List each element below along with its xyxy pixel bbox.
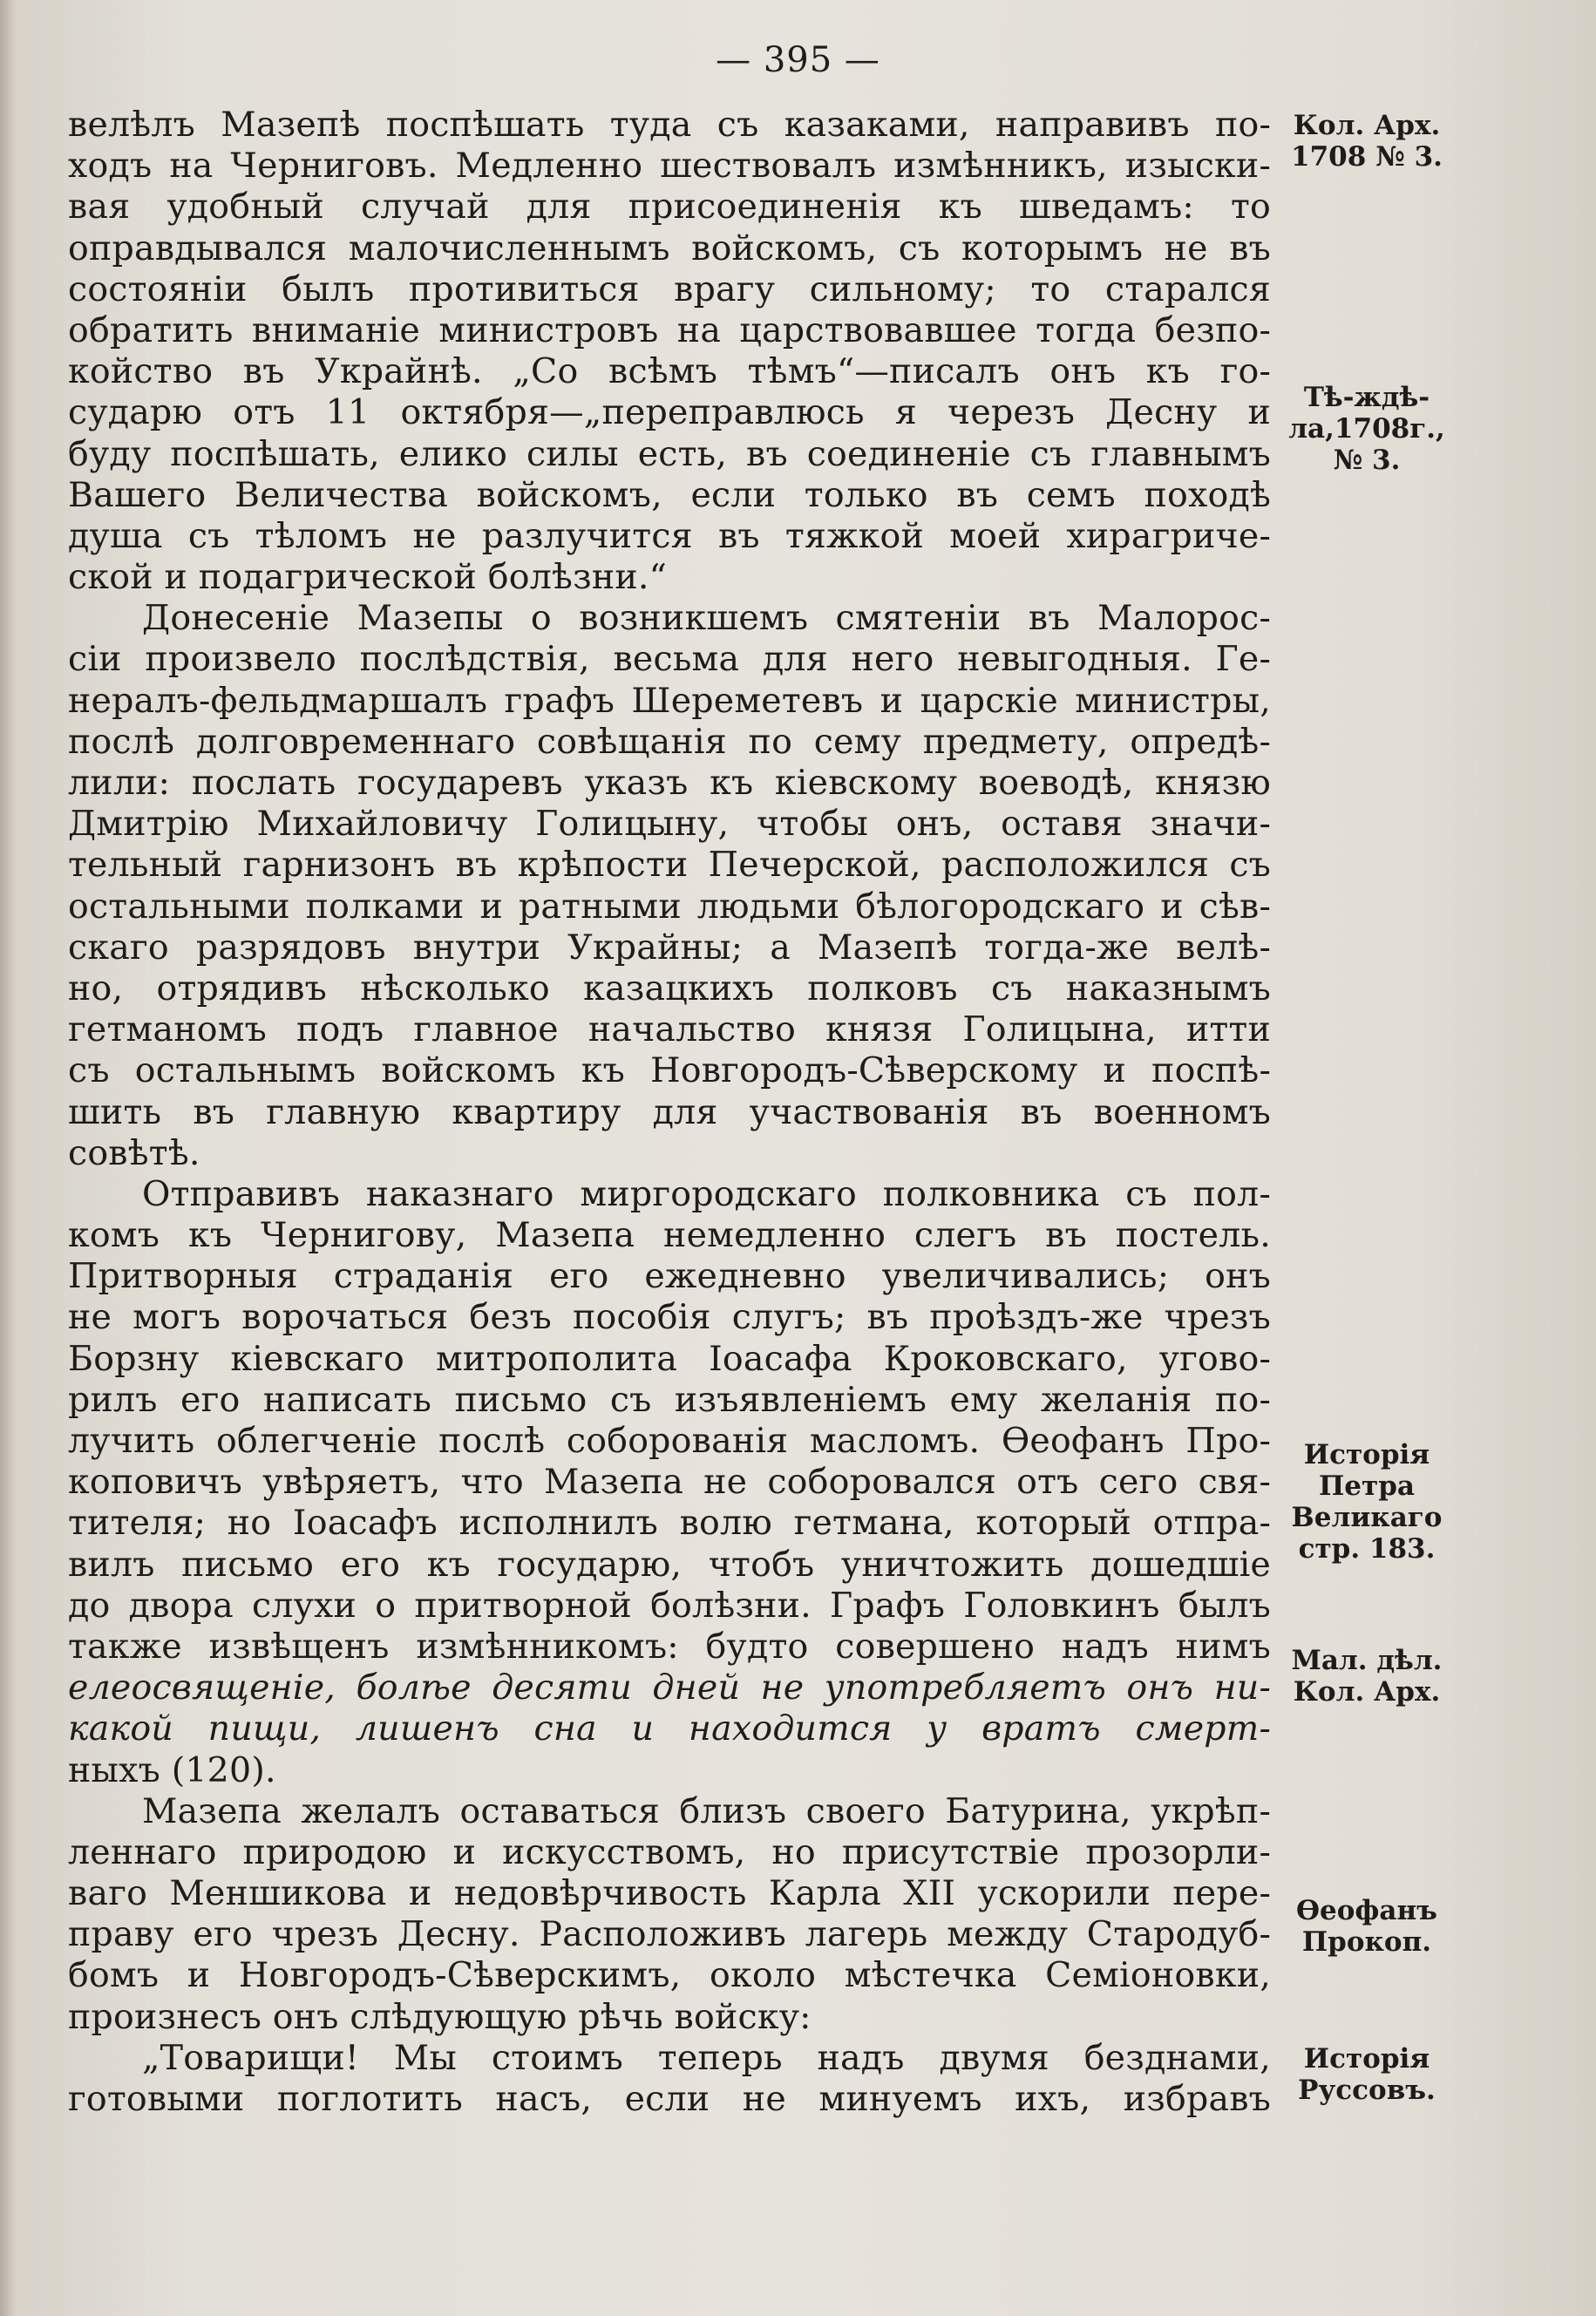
text-line: леннаго природою и искусствомъ, но присутствіе прозорли-	[68, 1831, 1271, 1872]
margin-note-line: Прокоп.	[1301, 1926, 1432, 1959]
main-text-column	[68, 105, 1271, 2120]
text-line: вая удобный случай для присоединенія къ шведамъ: то	[68, 187, 1271, 228]
margin-note	[1280, 2043, 1454, 2106]
text-line: сіи произвело послѣдствія, весьма для него невыгодныя. Ге-	[68, 639, 1271, 680]
page-number: — 395 —	[716, 40, 880, 80]
margin-note-line: Кол. Арх.	[1293, 1675, 1441, 1708]
margin-note-line: Ѳеофанъ	[1296, 1895, 1437, 1927]
text-line: скаго разрядовъ внутри Украйны; а Мазепѣ тогда-же велѣ-	[68, 927, 1271, 968]
text-line: сударю отъ 11 октября—„переправлюсь я черезъ Десну и	[68, 392, 1271, 433]
text-line: но, отрядивъ нѣсколько казацкихъ полковъ съ наказнымъ	[68, 968, 1271, 1009]
text-line: вилъ письмо его къ государю, чтобъ уничтожить дошедшіе	[68, 1544, 1271, 1585]
margin-note-line: Исторія	[1303, 1438, 1430, 1470]
text-line: гетманомъ подъ главное начальство князя Голицына, итти	[68, 1009, 1271, 1050]
text-line: Дмитрію Михайловичу Голицыну, чтобы онъ, оставя значи-	[68, 804, 1271, 845]
text-line: ваго Меншикова и недовѣрчивость Карла XII ускорили пере-	[68, 1873, 1271, 1914]
text-line: рилъ его написать письмо съ изъявленіемъ ему желанія по-	[68, 1379, 1271, 1420]
text-line: бомъ и Новгородъ-Сѣверскимъ, около мѣстечка Семіоновки,	[68, 1955, 1271, 1996]
margin-note	[1280, 1645, 1454, 1708]
margin-note-line: Мал. дѣл.	[1291, 1644, 1443, 1676]
text-line: „Товарищи! Мы стоимъ теперь надъ двумя безднами,	[142, 2037, 1271, 2078]
page-edge-shadow	[0, 0, 16, 2316]
text-line: тельный гарнизонъ въ крѣпости Печерской, расположился съ	[68, 845, 1271, 886]
margin-note-line: ла,1708г.,	[1288, 412, 1445, 445]
text-line: Донесеніе Мазепы о возникшемъ смятеніи въ Малорос-	[142, 598, 1271, 639]
text-line: также извѣщенъ измѣнникомъ: будто совершено надъ нимъ	[68, 1626, 1271, 1667]
margin-note-line: стр. 183.	[1298, 1532, 1436, 1565]
margin-note	[1280, 1439, 1454, 1565]
text-line: лучить облегченіе послѣ соборованія масломъ. Ѳеофанъ Про-	[68, 1421, 1271, 1461]
text-line: остальными полками и ратными людьми бѣлогородскаго и сѣв-	[68, 886, 1271, 927]
text-line: произнесъ онъ слѣдующую рѣчь войску:	[68, 1996, 812, 2037]
text-line: совѣтѣ.	[68, 1132, 200, 1173]
text-line: до двора слухи о притворной болѣзни. Графъ Головкинъ былъ	[68, 1585, 1271, 1626]
margin-note-line: Руссовъ.	[1298, 2075, 1436, 2107]
text-line: Отправивъ наказнаго миргородскаго полковника съ пол-	[142, 1173, 1271, 1214]
margin-note-line: Великаго	[1291, 1501, 1443, 1533]
margin-note-line: Исторія	[1303, 2043, 1430, 2075]
text-line: какой пищи, лишенъ сна и находится у вратъ смерт-	[68, 1708, 1271, 1749]
text-line: ской и подагрической болѣзни.“	[68, 557, 668, 598]
text-line: Притворныя страданія его ежедневно увеличивались; онъ	[68, 1256, 1271, 1297]
margin-note	[1280, 1895, 1454, 1958]
text-line: коповичъ увѣряетъ, что Мазепа не соборовался отъ сего свя-	[68, 1462, 1271, 1503]
margin-note-line: 1708 № 3.	[1291, 141, 1443, 173]
text-line: ныхъ (120).	[68, 1749, 276, 1790]
text-line: шить въ главную квартиру для участвованія въ военномъ	[68, 1091, 1271, 1132]
text-line: Борзну кіевскаго митрополита Іоасафа Кроковскаго, угово-	[68, 1338, 1271, 1379]
text-line: лили: послать государевъ указъ къ кіевскому воеводѣ, князю	[68, 763, 1271, 803]
text-line: ходъ на Черниговъ. Медленно шествовалъ измѣнникъ, изыски-	[68, 146, 1271, 187]
margin-note-line: Кол. Арх.	[1293, 110, 1441, 141]
text-line: буду поспѣшать, елико силы есть, въ соединеніе съ главнымъ	[68, 433, 1271, 474]
text-line: не могъ ворочаться безъ пособія слугъ; въ проѣздъ-же чрезъ	[68, 1297, 1271, 1338]
text-line: велѣлъ Мазепѣ поспѣшать туда съ казаками, направивъ по-	[68, 105, 1271, 145]
text-line: тителя; но Іоасафъ исполнилъ волю гетмана, который отпра-	[68, 1503, 1271, 1544]
text-line: койство въ Украйнѣ. „Со всѣмъ тѣмъ“—писалъ онъ къ го-	[68, 351, 1271, 392]
text-line: комъ къ Чернигову, Мазепа немедленно слегъ въ постель.	[68, 1215, 1271, 1256]
text-line: Вашего Величества войскомъ, если только въ семъ походѣ	[68, 474, 1271, 515]
text-line: елеосвященіе, болѣе десяти дней не употребляетъ онъ ни-	[68, 1667, 1271, 1708]
text-line: готовыми поглотить насъ, если не минуемъ ихъ, избравъ	[68, 2079, 1271, 2119]
margin-note-line: Петра	[1319, 1470, 1415, 1502]
margin-note	[1280, 110, 1454, 173]
text-line: съ остальнымъ войскомъ къ Новгородъ-Сѣверскому и поспѣ-	[68, 1050, 1271, 1091]
text-line: праву его чрезъ Десну. Расположивъ лагерь между Стародуб-	[68, 1914, 1271, 1955]
text-line: послѣ долговременнаго совѣщанія по сему предмету, опредѣ-	[68, 721, 1271, 762]
text-line: душа съ тѣломъ не разлучится въ тяжкой моей хирагриче-	[68, 515, 1271, 556]
text-line: нералъ-фельдмаршалъ графъ Шереметевъ и царскіе министры,	[68, 680, 1271, 721]
margin-note	[1280, 382, 1454, 476]
text-line: оправдывался малочисленнымъ войскомъ, съ которымъ не въ	[68, 228, 1271, 268]
text-line: обратить вниманіе министровъ на царствовавшее тогда безпо-	[68, 309, 1271, 350]
text-line: состояніи былъ противиться врагу сильному; то старался	[68, 268, 1271, 309]
margin-note-line: Тѣ-ждѣ-	[1303, 381, 1430, 413]
text-line: Мазепа желалъ оставаться близъ своего Батурина, укрѣп-	[142, 1790, 1271, 1831]
margin-note-line: № 3.	[1333, 444, 1401, 476]
